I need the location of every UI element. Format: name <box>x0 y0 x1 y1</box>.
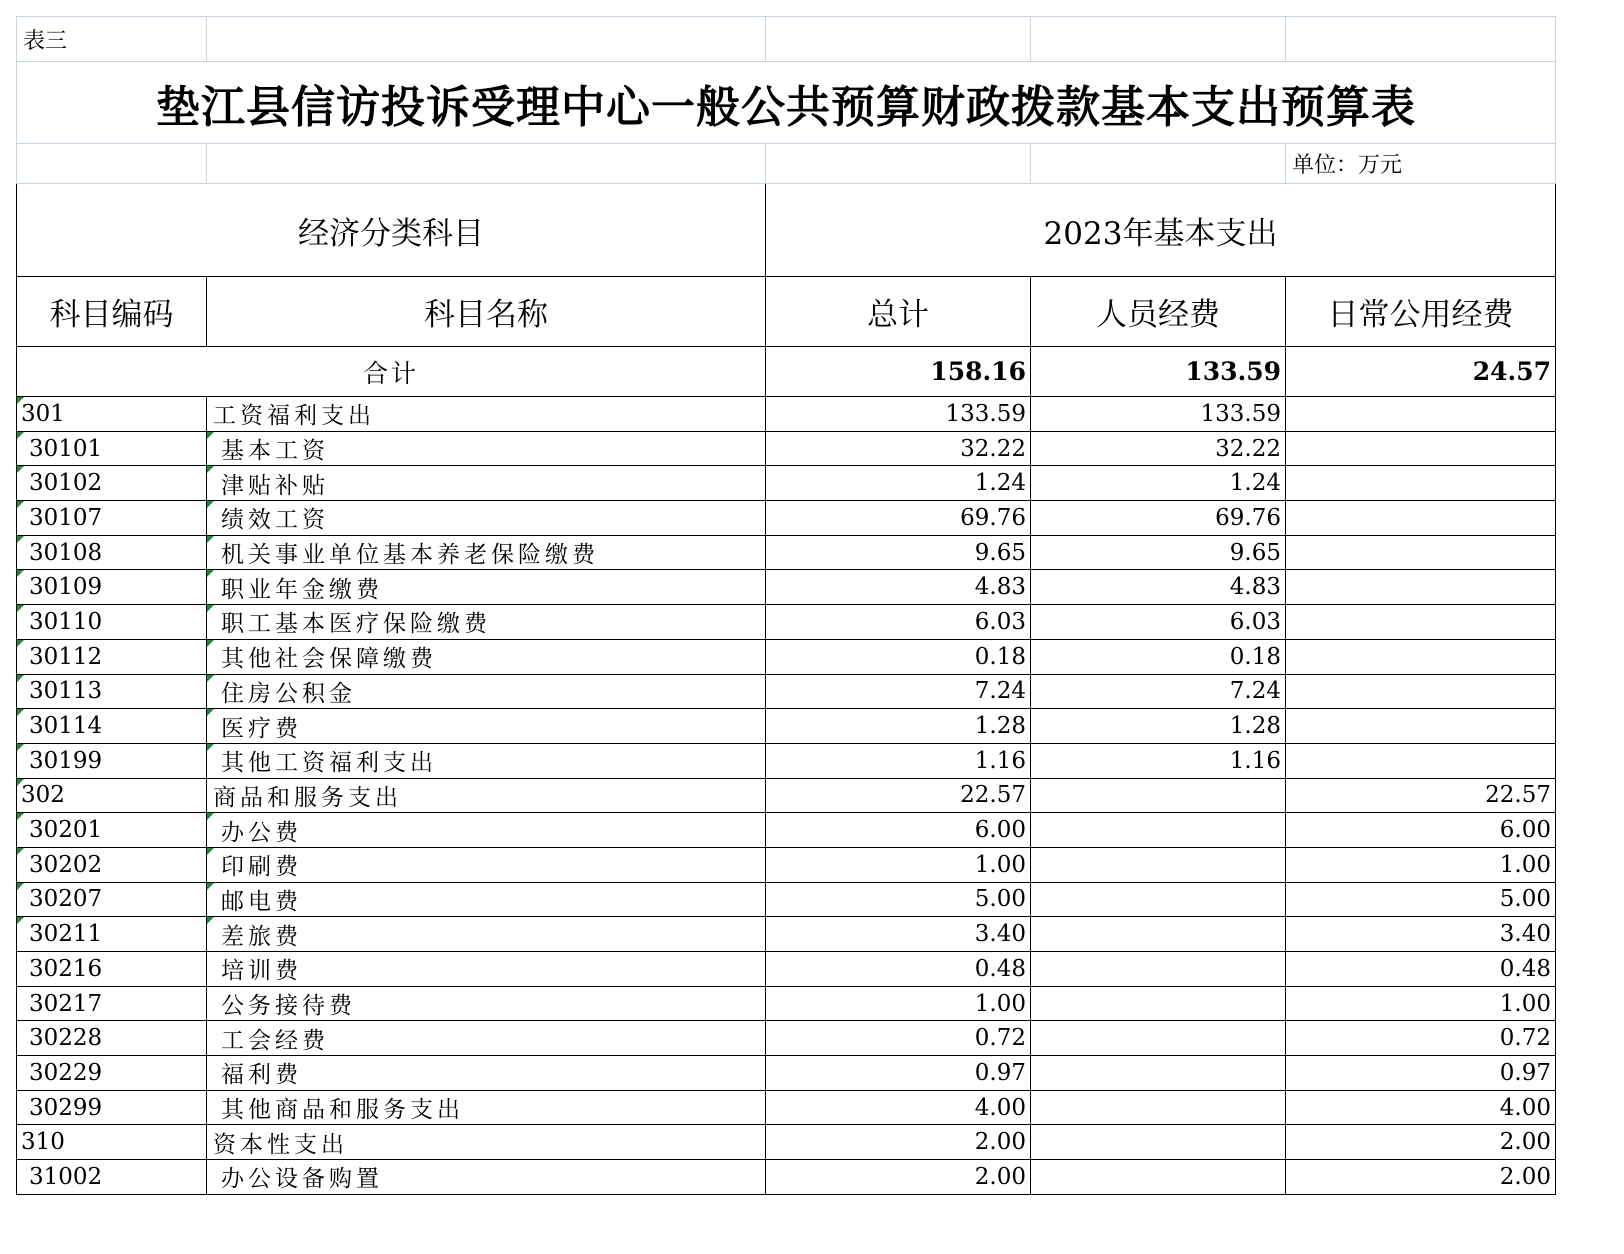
account-code: 30202 <box>29 851 103 878</box>
public-amount[interactable]: 2.00 <box>1286 1125 1556 1160</box>
account-name: 其他社会保障缴费 <box>221 646 437 673</box>
public-amount[interactable] <box>1286 639 1556 674</box>
account-code: 302 <box>21 782 65 809</box>
account-name-cell[interactable] <box>207 639 766 674</box>
account-code: 30211 <box>29 921 103 948</box>
public-amount[interactable] <box>1286 431 1556 466</box>
total-amount[interactable]: 22.57 <box>766 778 1031 813</box>
account-code: 301 <box>21 400 65 427</box>
account-code: 30216 <box>29 955 103 982</box>
account-name: 印刷费 <box>221 854 302 881</box>
account-name-cell[interactable] <box>207 501 766 536</box>
account-name: 机关事业单位基本养老保险缴费 <box>221 542 599 569</box>
account-code: 30207 <box>29 886 103 913</box>
table-row <box>17 917 1556 952</box>
account-name-cell[interactable] <box>207 847 766 882</box>
account-name: 公务接待费 <box>221 993 356 1020</box>
account-code: 310 <box>21 1129 65 1156</box>
table-row <box>17 570 1556 605</box>
account-code: 30114 <box>29 713 103 740</box>
table-row <box>17 501 1556 536</box>
account-code-cell[interactable] <box>17 1090 207 1125</box>
total-amount[interactable]: 69.76 <box>766 501 1031 536</box>
public-amount[interactable] <box>1286 709 1556 744</box>
account-code-cell[interactable] <box>17 813 207 848</box>
account-name-cell[interactable] <box>207 605 766 640</box>
account-name-cell[interactable] <box>207 1125 766 1160</box>
personnel-amount[interactable]: 7.24 <box>1031 674 1286 709</box>
budget-sheet <box>16 16 1556 1195</box>
table-row <box>17 1056 1556 1091</box>
title-row <box>17 62 1556 144</box>
total-amount[interactable]: 0.72 <box>766 1021 1031 1056</box>
account-code: 30113 <box>29 678 103 705</box>
account-name-cell[interactable] <box>207 1090 766 1125</box>
personnel-amount[interactable] <box>1031 986 1286 1021</box>
total-amount[interactable]: 4.83 <box>766 570 1031 605</box>
personnel-amount[interactable]: 1.28 <box>1031 709 1286 744</box>
header-personnel[interactable]: 人员经费 <box>1031 277 1286 347</box>
account-code-cell[interactable] <box>17 882 207 917</box>
account-code: 30109 <box>29 574 103 601</box>
account-name: 绩效工资 <box>221 507 329 534</box>
table-row <box>17 743 1556 778</box>
table-row <box>17 605 1556 640</box>
header-name[interactable]: 科目名称 <box>207 277 766 347</box>
totals-public[interactable]: 24.57 <box>1286 347 1556 397</box>
account-name-cell[interactable] <box>207 709 766 744</box>
personnel-amount[interactable]: 133.59 <box>1031 397 1286 432</box>
total-amount[interactable]: 5.00 <box>766 882 1031 917</box>
table-row <box>17 986 1556 1021</box>
public-amount[interactable]: 3.40 <box>1286 917 1556 952</box>
public-amount[interactable]: 1.00 <box>1286 986 1556 1021</box>
account-code: 30201 <box>29 817 103 844</box>
account-code: 30199 <box>29 747 103 774</box>
total-amount[interactable]: 6.00 <box>766 813 1031 848</box>
account-code: 30101 <box>29 435 103 462</box>
personnel-amount[interactable]: 1.24 <box>1031 466 1286 501</box>
table-row <box>17 1090 1556 1125</box>
account-name-cell[interactable] <box>207 674 766 709</box>
account-name: 津贴补贴 <box>221 472 329 499</box>
public-amount[interactable]: 4.00 <box>1286 1090 1556 1125</box>
totals-total[interactable]: 158.16 <box>766 347 1031 397</box>
account-name-cell[interactable] <box>207 1160 766 1195</box>
account-code-cell[interactable] <box>17 1125 207 1160</box>
account-code-cell[interactable] <box>17 986 207 1021</box>
table-row <box>17 813 1556 848</box>
account-name-cell[interactable] <box>207 466 766 501</box>
public-amount[interactable] <box>1286 570 1556 605</box>
account-code-cell[interactable] <box>17 501 207 536</box>
account-code-cell[interactable] <box>17 709 207 744</box>
account-name-cell[interactable] <box>207 952 766 987</box>
public-amount[interactable]: 6.00 <box>1286 813 1556 848</box>
public-amount[interactable] <box>1286 501 1556 536</box>
public-amount[interactable]: 2.00 <box>1286 1160 1556 1195</box>
account-code-cell[interactable] <box>17 1160 207 1195</box>
public-amount[interactable]: 0.97 <box>1286 1056 1556 1091</box>
account-name: 其他商品和服务支出 <box>221 1097 464 1124</box>
page-title[interactable]: 垫江县信访投诉受理中心一般公共预算财政拨款基本支出预算表 <box>17 62 1556 144</box>
account-name-cell[interactable] <box>207 813 766 848</box>
account-code: 30228 <box>29 1025 103 1052</box>
table-row <box>17 882 1556 917</box>
personnel-amount[interactable] <box>1031 1056 1286 1091</box>
public-amount[interactable]: 0.72 <box>1286 1021 1556 1056</box>
personnel-amount[interactable]: 0.18 <box>1031 639 1286 674</box>
account-code: 30107 <box>29 504 103 531</box>
public-amount[interactable] <box>1286 743 1556 778</box>
public-amount[interactable]: 0.48 <box>1286 952 1556 987</box>
account-code: 30110 <box>29 608 103 635</box>
account-name-cell[interactable] <box>207 431 766 466</box>
total-amount[interactable]: 0.18 <box>766 639 1031 674</box>
totals-label[interactable]: 合计 <box>17 347 766 397</box>
account-name: 其他工资福利支出 <box>221 750 437 777</box>
account-code-cell[interactable] <box>17 847 207 882</box>
header-public[interactable]: 日常公用经费 <box>1286 277 1556 347</box>
personnel-amount[interactable]: 4.83 <box>1031 570 1286 605</box>
table-row <box>17 466 1556 501</box>
total-amount[interactable]: 6.03 <box>766 605 1031 640</box>
account-name-cell[interactable] <box>207 986 766 1021</box>
personnel-amount[interactable] <box>1031 1160 1286 1195</box>
table-row <box>17 674 1556 709</box>
account-name-cell[interactable] <box>207 743 766 778</box>
account-code-cell[interactable] <box>17 397 207 432</box>
personnel-amount[interactable]: 32.22 <box>1031 431 1286 466</box>
personnel-amount[interactable] <box>1031 952 1286 987</box>
header-row <box>17 277 1556 347</box>
budget-table <box>16 16 1556 1195</box>
account-code-cell[interactable] <box>17 674 207 709</box>
personnel-amount[interactable] <box>1031 882 1286 917</box>
total-amount[interactable]: 9.65 <box>766 535 1031 570</box>
table-row <box>17 709 1556 744</box>
personnel-amount[interactable]: 6.03 <box>1031 605 1286 640</box>
account-code: 31002 <box>29 1163 103 1190</box>
account-code-cell[interactable] <box>17 639 207 674</box>
account-name: 邮电费 <box>221 888 302 915</box>
account-name: 职业年金缴费 <box>221 576 383 603</box>
personnel-amount[interactable] <box>1031 1125 1286 1160</box>
public-amount[interactable] <box>1286 605 1556 640</box>
personnel-amount[interactable]: 1.16 <box>1031 743 1286 778</box>
unit-row <box>17 144 1556 184</box>
table-row <box>17 639 1556 674</box>
account-name-cell[interactable] <box>207 570 766 605</box>
total-amount[interactable]: 32.22 <box>766 431 1031 466</box>
account-name: 工会经费 <box>221 1027 329 1054</box>
account-name-cell[interactable] <box>207 397 766 432</box>
account-name: 商品和服务支出 <box>213 784 402 811</box>
public-amount[interactable] <box>1286 466 1556 501</box>
account-code-cell[interactable] <box>17 1021 207 1056</box>
sheet-label-row <box>17 17 1556 62</box>
account-code: 30217 <box>29 990 103 1017</box>
sheet-label[interactable]: 表三 <box>17 17 207 62</box>
account-name: 工资福利支出 <box>213 403 375 430</box>
total-amount[interactable]: 7.24 <box>766 674 1031 709</box>
account-name: 职工基本医疗保险缴费 <box>221 611 491 638</box>
table-row <box>17 1021 1556 1056</box>
account-name: 办公设备购置 <box>221 1166 383 1193</box>
account-code: 30112 <box>29 643 103 670</box>
personnel-amount[interactable]: 69.76 <box>1031 501 1286 536</box>
account-name-cell[interactable] <box>207 778 766 813</box>
table-row <box>17 847 1556 882</box>
personnel-amount[interactable] <box>1031 1021 1286 1056</box>
total-amount[interactable]: 0.97 <box>766 1056 1031 1091</box>
total-amount[interactable]: 1.00 <box>766 986 1031 1021</box>
public-amount[interactable]: 1.00 <box>1286 847 1556 882</box>
account-code-cell[interactable] <box>17 952 207 987</box>
personnel-amount[interactable] <box>1031 917 1286 952</box>
total-amount[interactable]: 1.16 <box>766 743 1031 778</box>
account-code-cell[interactable] <box>17 917 207 952</box>
total-amount[interactable]: 1.24 <box>766 466 1031 501</box>
account-code: 30108 <box>29 539 103 566</box>
header-category[interactable]: 经济分类科目 <box>17 184 766 277</box>
public-amount[interactable]: 5.00 <box>1286 882 1556 917</box>
account-name: 办公费 <box>221 819 302 846</box>
account-name-cell[interactable] <box>207 917 766 952</box>
account-name-cell[interactable] <box>207 1056 766 1091</box>
table-row <box>17 952 1556 987</box>
table-row <box>17 431 1556 466</box>
account-name: 差旅费 <box>221 923 302 950</box>
header-group-row <box>17 184 1556 277</box>
table-row <box>17 397 1556 432</box>
total-amount[interactable]: 3.40 <box>766 917 1031 952</box>
personnel-amount[interactable] <box>1031 813 1286 848</box>
table-row <box>17 535 1556 570</box>
account-name: 基本工资 <box>221 438 329 465</box>
total-amount[interactable]: 0.48 <box>766 952 1031 987</box>
account-name: 福利费 <box>221 1062 302 1089</box>
account-code-cell[interactable] <box>17 431 207 466</box>
total-amount[interactable]: 1.28 <box>766 709 1031 744</box>
personnel-amount[interactable] <box>1031 778 1286 813</box>
public-amount[interactable]: 22.57 <box>1286 778 1556 813</box>
total-amount[interactable]: 2.00 <box>766 1160 1031 1195</box>
personnel-amount[interactable] <box>1031 847 1286 882</box>
public-amount[interactable] <box>1286 535 1556 570</box>
account-name-cell[interactable] <box>207 535 766 570</box>
account-code-cell[interactable] <box>17 466 207 501</box>
account-code-cell[interactable] <box>17 535 207 570</box>
header-total[interactable]: 总计 <box>766 277 1031 347</box>
account-name: 住房公积金 <box>221 680 356 707</box>
table-row <box>17 1125 1556 1160</box>
table-row <box>17 1160 1556 1195</box>
account-code-cell[interactable] <box>17 605 207 640</box>
header-code[interactable]: 科目编码 <box>17 277 207 347</box>
personnel-amount[interactable]: 9.65 <box>1031 535 1286 570</box>
account-code-cell[interactable] <box>17 1056 207 1091</box>
personnel-amount[interactable] <box>1031 1090 1286 1125</box>
total-amount[interactable]: 4.00 <box>766 1090 1031 1125</box>
account-code-cell[interactable] <box>17 570 207 605</box>
header-year-group[interactable]: 2023年基本支出 <box>766 184 1556 277</box>
public-amount[interactable] <box>1286 397 1556 432</box>
total-amount[interactable]: 1.00 <box>766 847 1031 882</box>
total-amount[interactable]: 2.00 <box>766 1125 1031 1160</box>
account-name: 培训费 <box>221 958 302 985</box>
account-code: 30102 <box>29 470 103 497</box>
account-code-cell[interactable] <box>17 778 207 813</box>
account-name: 资本性支出 <box>213 1131 348 1158</box>
account-name-cell[interactable] <box>207 1021 766 1056</box>
totals-personnel[interactable]: 133.59 <box>1031 347 1286 397</box>
total-amount[interactable]: 133.59 <box>766 397 1031 432</box>
account-code: 30229 <box>29 1059 103 1086</box>
account-code: 30299 <box>29 1094 103 1121</box>
account-name-cell[interactable] <box>207 882 766 917</box>
totals-row <box>17 347 1556 397</box>
account-code-cell[interactable] <box>17 743 207 778</box>
public-amount[interactable] <box>1286 674 1556 709</box>
table-row <box>17 778 1556 813</box>
unit-label[interactable]: 单位：万元 <box>1286 144 1556 184</box>
account-name: 医疗费 <box>221 715 302 742</box>
